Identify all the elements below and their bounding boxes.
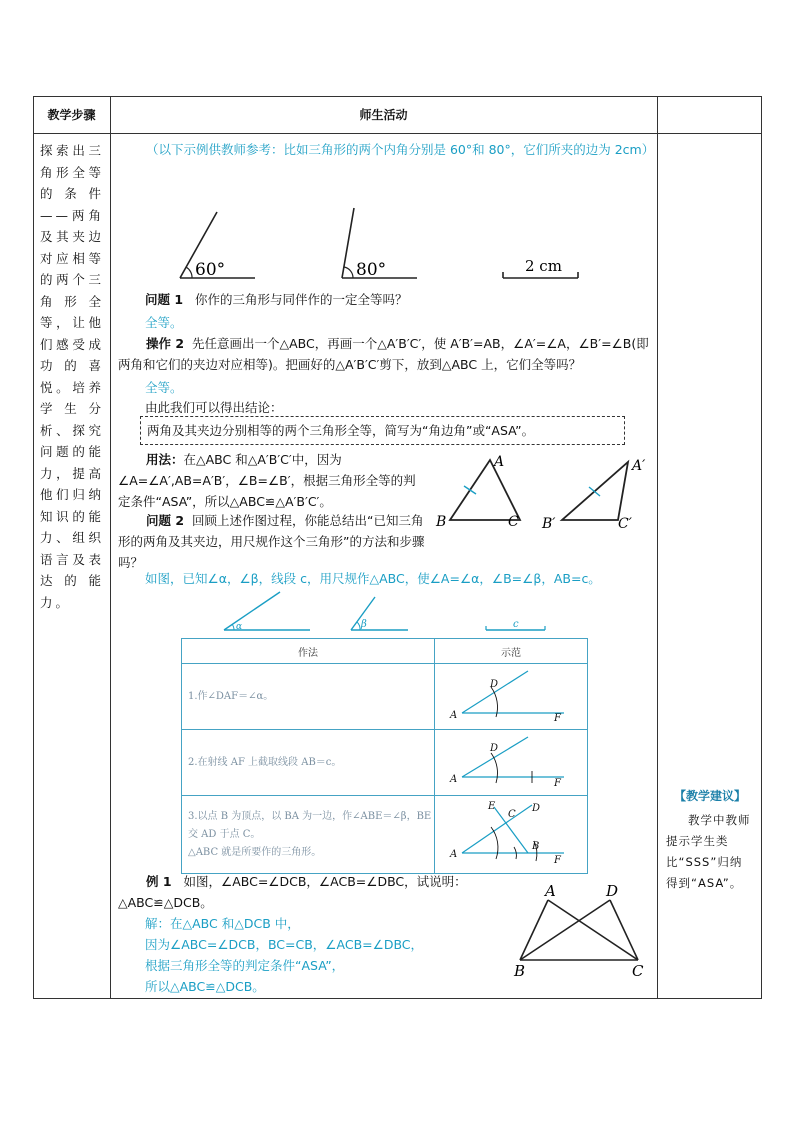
construction-steps-table <box>181 638 588 874</box>
construction-step-3-text: 3.以点 B 为顶点，以 BA 为一边，作∠ABE＝∠β，BE 交 AD 于点 C。 <box>188 810 432 840</box>
example-1 <box>118 871 508 913</box>
given-angles-figure <box>170 200 590 285</box>
fig3-label-b: B <box>532 841 540 852</box>
angle-beta <box>351 597 408 630</box>
construction-step-result: △ABC 就是所要作的三角形。 <box>188 846 322 858</box>
fig3-label-e: E <box>488 801 496 812</box>
tri1-label-b: B <box>436 514 447 530</box>
question-1-label: 问题 1 <box>145 292 184 307</box>
construction-step-1: 1.作∠DAF＝∠α。 <box>182 664 435 730</box>
ex1-label-d: D <box>606 882 619 900</box>
question-1-answer: 全等。 <box>145 315 183 330</box>
tri1-label-c: C <box>508 514 519 530</box>
solution-line-2: 因为∠ABC=∠DCB，BC=CB，∠ACB=∠DBC， <box>145 937 424 952</box>
fig3-label-c: C <box>508 809 516 820</box>
operation-2-answer: 全等。 <box>145 380 183 395</box>
usage-label: 用法： <box>146 452 184 467</box>
solution-label: 解： <box>145 916 171 931</box>
beta-label: β <box>361 619 367 630</box>
table-left-border <box>33 96 34 999</box>
conclusion-intro: 由此我们可以得出结论： <box>145 400 283 415</box>
question-1 <box>145 289 650 310</box>
question-2-answer: 如图，已知∠α，∠β，线段 c，用尺规作△ABC，使∠A=∠α，∠B=∠β，AB=c。 <box>145 571 601 586</box>
fig2-label-f: F <box>554 778 561 789</box>
col-divider-1 <box>110 96 111 999</box>
fig1-label-d: D <box>490 679 499 690</box>
conclusion-box-text: 两角及其夹边分别相等的两个三角形全等，简写为“角边角”或“ASA”。 <box>147 423 535 438</box>
example-1-figure <box>510 880 652 978</box>
question-2-label: 问题 2 <box>146 513 185 528</box>
fig1-label-a: A <box>450 710 458 721</box>
question-2 <box>118 510 426 573</box>
table-header-method: 作法 <box>182 639 435 664</box>
angle-80-figure <box>342 208 417 280</box>
usage-triangles-figure <box>432 450 654 534</box>
solution-line-4: 所以△ABC≌△DCB。 <box>145 979 265 994</box>
example-1-solution <box>145 913 505 997</box>
table-header-figure: 示范 <box>435 639 588 664</box>
tri2-label-a: A′ <box>632 458 646 474</box>
given-alpha-beta-c-figure <box>220 590 560 636</box>
angle-60-label: 60° <box>195 260 226 280</box>
ex1-label-b: B <box>514 962 526 978</box>
angle-alpha <box>224 592 310 632</box>
operation-2 <box>118 333 654 375</box>
header-teaching-steps: 教学步骤 <box>47 108 96 122</box>
angle-80-label: 80° <box>356 260 387 280</box>
segment-2cm-label: 2 cm <box>525 257 562 275</box>
fig1-label-f: F <box>554 713 561 724</box>
c-label: c <box>513 619 519 630</box>
segment-2cm-figure <box>503 257 578 278</box>
solution-line-3: 根据三角形全等的判定条件“ASA”， <box>145 958 345 973</box>
alpha-label: α <box>236 622 243 632</box>
construction-figure-1 <box>435 664 588 730</box>
conclusion-box <box>140 416 625 445</box>
ex1-label-a: A <box>545 882 556 900</box>
teaching-suggestion-text: 教学中教师提示学生类比“SSS”归纳得到“ASA”。 <box>666 813 751 890</box>
fig3-label-a: A <box>450 849 458 860</box>
table-bottom-border <box>33 998 762 999</box>
tri1-label-a: A <box>494 454 505 470</box>
construction-step-3 <box>182 796 435 874</box>
construction-step-2: 2.在射线 AF 上截取线段 AB＝c。 <box>182 730 435 796</box>
fig2-label-a: A <box>450 774 458 785</box>
fig3-label-f: F <box>554 855 561 866</box>
example-1-label: 例 1 <box>146 874 172 889</box>
solution-line-1: 解：在△ABC 和△DCB 中， <box>145 916 300 931</box>
tri2-label-b: B′ <box>542 516 556 532</box>
ex1-label-c: C <box>632 962 644 978</box>
col-divider-2 <box>657 96 658 999</box>
question-1-text: 你作的三角形与同伴作的一定全等吗？ <box>194 292 408 307</box>
table-top-border <box>33 96 762 97</box>
triangle-a-prime <box>541 458 646 532</box>
angle-60-figure <box>180 212 255 280</box>
fig3-label-d: D <box>532 803 541 814</box>
question-2-text: 回顾上述作图过程，你能总结出“已知三角形的两角及其夹边，用尺规作这个三角形”的方法和步骤吗？ <box>118 513 425 570</box>
left-column-objective: 探索出三角形全等的条件——两角及其夹边对应相等的两个三角形全等，让他们感受成功的喜悦。培养学生分析、探究问题的能力，提高他们归纳知识的能力、组织语言及表达的能力。 <box>40 143 104 610</box>
construction-figure-3 <box>435 796 588 874</box>
triangle-abc <box>435 454 520 530</box>
teaching-suggestion-badge: 【教学建议】 <box>673 789 746 803</box>
example-1-text: 如图，∠ABC=∠DCB，∠ACB=∠DBC，试说明：△ABC≌△DCB。 <box>118 874 467 910</box>
header-activities: 师生活动 <box>359 108 408 122</box>
fig2-label-d: D <box>490 743 499 754</box>
operation-2-text: 先任意画出一个△ABC，再画一个△A′B′C′，使 A′B′=AB，∠A′=∠A，∠B′=∠B(即两角和它们的夹边对应相等)。把画好的△A′B′C′剪下，放到△ABC 上，它们全等吗？ <box>118 336 649 372</box>
segment-c <box>486 619 545 630</box>
usage-text: 在△ABC 和△A′B′C′中，因为 ∠A=∠A′,AB=A′B′，∠B=∠B′，根据三角形全等的判定条件“ASA”，所以△ABC≌△A′B′C′。 <box>118 452 416 509</box>
table-right-border <box>761 96 762 999</box>
usage-paragraph <box>118 449 428 512</box>
construction-figure-2 <box>435 730 588 796</box>
tri2-label-c: C′ <box>618 516 632 532</box>
intro-note: （以下示例供教师参考：比如三角形的两个内角分别是 60°和 80°，它们所夹的边为 2cm） <box>146 142 655 157</box>
header-bottom-border <box>33 133 762 134</box>
operation-2-label: 操作 2 <box>146 336 185 351</box>
